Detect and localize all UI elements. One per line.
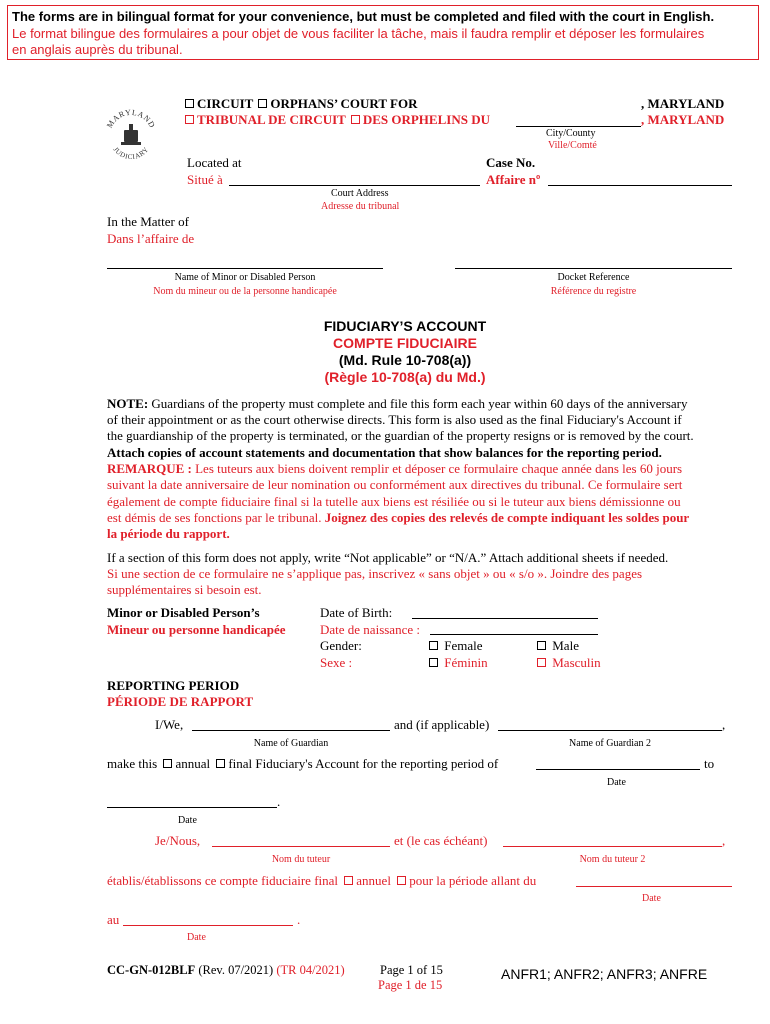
jenous-label: Je/Nous, [155, 833, 201, 848]
au-label: au [107, 912, 120, 927]
reporting-period-heading-fr: PÉRIODE DE RAPPORT [107, 694, 254, 709]
gender-label: Gender: [320, 638, 362, 653]
tuteur-name-field[interactable] [212, 846, 390, 847]
maryland-judiciary-seal-icon [104, 106, 158, 166]
form-codes: ANFR1; ANFR2; ANFR3; ANFRE [501, 966, 708, 982]
banner-french-line1: Le format bilingue des formulaires a pour objet de vous faciliter la tâche, mais il faudra remplir et déposer les formulaires [12, 26, 705, 41]
end-date-label: Date [178, 815, 197, 826]
court-address-label: Court Address [331, 188, 389, 199]
court-type-english: CIRCUIT ORPHANS’ COURT FOR [185, 96, 417, 112]
dob-label: Date of Birth: [320, 605, 393, 620]
dob-field-fr[interactable] [430, 634, 598, 635]
period-start-date-field[interactable] [536, 769, 700, 770]
docket-reference-label: Docket Reference [557, 272, 630, 283]
page-number-fr: Page 1 de 15 [378, 978, 443, 992]
orphelins-checkbox[interactable] [351, 115, 360, 124]
person-label-fr: Mineur ou personne handicapée [107, 622, 286, 637]
note-line4: Attach copies of account statements and documentation that show balances for the reporting period. [107, 445, 662, 460]
case-number-label: Case No. [486, 155, 536, 170]
banner-french-line2: en anglais auprès du tribunal. [12, 42, 183, 57]
make-this-line: make this annual final Fiduciary's Account for the reporting period of [107, 756, 499, 771]
remarque-line2: suivant la date anniversaire de leur nomination ou conformément aux directives du tribunal. Ce formulaire sert [107, 477, 683, 492]
tuteur2-name-label: Nom du tuteur 2 [579, 854, 646, 865]
guardian2-name-field[interactable] [498, 730, 722, 731]
final-checkbox[interactable] [216, 759, 225, 768]
tuteur2-name-field[interactable] [503, 846, 722, 847]
etablis-line: établis/établissons ce compte fiduciaire final annuel pour la période allant du [107, 873, 537, 888]
banner-english: The forms are in bilingual format for your convenience, but must be completed and filed with the court in English. [12, 9, 715, 24]
guardian2-name-label: Name of Guardian 2 [569, 738, 651, 749]
to-label: to [704, 756, 715, 771]
rule-reference-fr: (Règle 10-708(a) du Md.) [324, 369, 486, 385]
case-number-field[interactable] [548, 185, 732, 186]
female-checkbox[interactable] [429, 641, 438, 650]
adresse-tribunal-label: Adresse du tribunal [321, 201, 400, 212]
tuteur-name-label: Nom du tuteur [271, 854, 331, 865]
comma-1: , [722, 717, 726, 732]
periode-debut-field[interactable] [576, 886, 732, 887]
periode-fin-field[interactable] [123, 925, 293, 926]
date-debut-label: Date [642, 893, 661, 904]
comma-2: , [722, 833, 726, 848]
male-option: Male [537, 638, 579, 654]
seal-top-text: MARYLAND [104, 107, 158, 130]
start-date-label: Date [607, 777, 626, 788]
court-address-field[interactable] [229, 185, 480, 186]
remarque-line1: REMARQUE : Les tuteurs aux biens doivent remplir et déposer ce formulaire chaque année dans les 60 jours [107, 461, 683, 476]
female-option: Female [429, 638, 483, 654]
note-line2: of their appointment or as the court otherwise directs. This form is also used as the final Fiduciary's Account if [107, 412, 682, 427]
na-note-french-line1: Si une section de ce formulaire ne s’applique pas, inscrivez « sans objet » ou « s/o ». Joindre des pages [107, 566, 643, 581]
situe-a-label: Situé à [187, 172, 223, 187]
city-county-field[interactable] [516, 126, 641, 127]
dans-laffaire-label: Dans l’affaire de [107, 231, 195, 246]
located-at-label: Located at [187, 155, 242, 170]
iwe-label: I/We, [155, 717, 184, 732]
na-note-english: If a section of this form does not apply, write “Not applicable” or “N/A.” Attach additional sheets if needed. [107, 550, 669, 565]
remarque-line5: la période du rapport. [107, 526, 230, 541]
reporting-period-heading: REPORTING PERIOD [107, 678, 240, 693]
masculin-checkbox[interactable] [537, 658, 546, 667]
guardian-name-label: Name of Guardian [253, 738, 329, 749]
guardian-name-field[interactable] [192, 730, 390, 731]
court-type-french: TRIBUNAL DE CIRCUIT DES ORPHELINS DU [185, 112, 490, 128]
circuit-checkbox[interactable] [185, 99, 194, 108]
note-line1: NOTE: Guardians of the property must complete and file this form each year within 60 days of the anniversary [107, 396, 688, 411]
period-2: . [297, 912, 301, 927]
minor-name-label: Name of Minor or Disabled Person [174, 272, 316, 283]
rule-reference: (Md. Rule 10-708(a)) [338, 352, 472, 368]
bilingual-notice-banner [7, 5, 759, 60]
affaire-label: Affaire nº [486, 172, 541, 187]
orphans-court-checkbox[interactable] [258, 99, 267, 108]
form-title: FIDUCIARY’S ACCOUNT [323, 318, 487, 334]
in-the-matter-label: In the Matter of [107, 214, 189, 229]
final-checkbox-fr[interactable] [344, 876, 353, 885]
docket-reference-field[interactable] [455, 268, 732, 269]
person-label: Minor or Disabled Person’s [107, 605, 260, 620]
docket-reference-label-fr: Référence du registre [550, 286, 637, 297]
minor-name-label-fr: Nom du mineur ou de la personne handicapée [153, 286, 337, 297]
minor-name-field[interactable] [107, 268, 383, 269]
feminin-option: Féminin [429, 655, 488, 671]
gender-label-fr: Sexe : [320, 655, 353, 670]
page-number: Page 1 of 15 [380, 963, 443, 977]
annuel-checkbox[interactable] [397, 876, 406, 885]
annual-checkbox[interactable] [163, 759, 172, 768]
dob-label-fr: Date de naissance : [320, 622, 420, 637]
tribunal-circuit-checkbox[interactable] [185, 115, 194, 124]
date-fin-label: Date [187, 932, 206, 943]
if-applicable-label: and (if applicable) [394, 717, 490, 732]
form-identifier: CC-GN-012BLF (Rev. 07/2021) (TR 04/2021) [107, 963, 345, 977]
city-county-label: City/County [546, 128, 596, 139]
form-title-fr: COMPTE FIDUCIAIRE [333, 335, 477, 351]
state-french: , MARYLAND [641, 112, 725, 127]
seal-bottom-text: JUDICIARY [111, 145, 151, 162]
period-1: . [277, 794, 281, 809]
male-checkbox[interactable] [537, 641, 546, 650]
masculin-option: Masculin [537, 655, 601, 671]
ville-comte-label: Ville/Comté [548, 140, 597, 151]
cas-echeant-label: et (le cas échéant) [394, 833, 488, 848]
period-end-date-field[interactable] [107, 807, 277, 808]
note-line3: the guardianship of the property is terminated, or the guardian of the property resigns or is removed by the court. [107, 428, 694, 443]
na-note-french-line2: supplémentaires si besoin est. [107, 582, 262, 597]
dob-field[interactable] [412, 618, 598, 619]
state-english: , MARYLAND [641, 96, 725, 111]
svg-text:JUDICIARY [112, 145, 151, 161]
remarque-line4: est démis de ses fonctions par le tribunal. Joignez des copies des relevés de compte indiquant les soldes pour [107, 510, 690, 525]
feminin-checkbox[interactable] [429, 658, 438, 667]
remarque-line3: également de compte fiduciaire final si la tutelle aux biens est résiliée ou si le tuteur aux biens démissionne ou [107, 494, 681, 509]
